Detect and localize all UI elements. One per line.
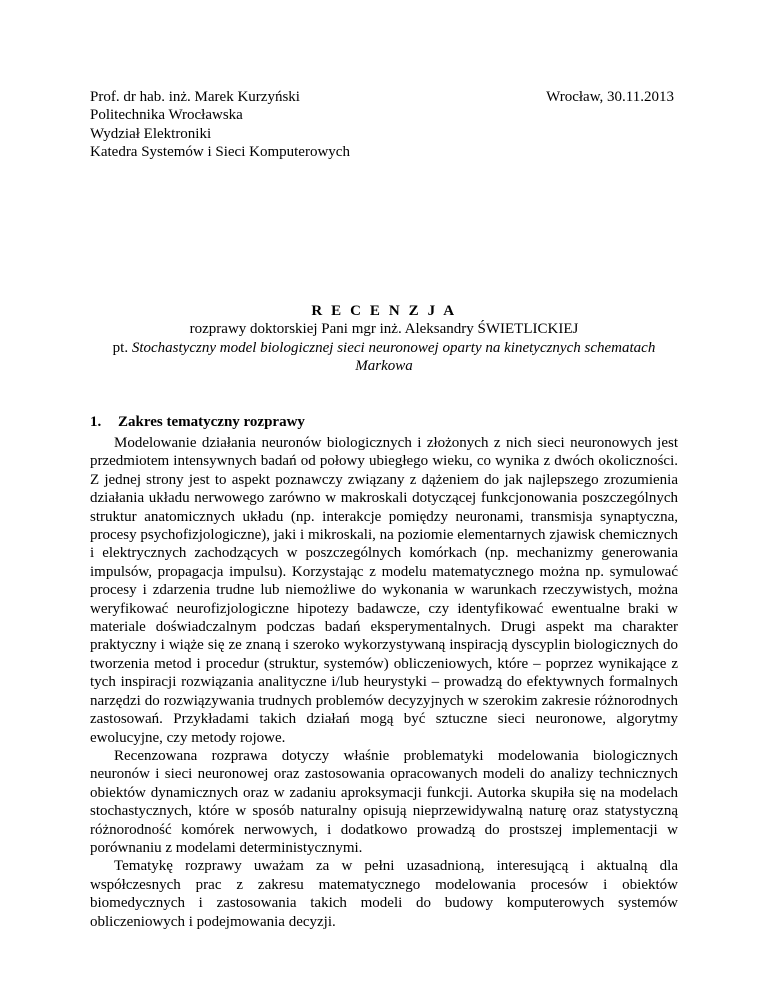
paragraph: Recenzowana rozprawa dotyczy właśnie problematyki modelowania biologicznych neuronów i sieci neuronowej oraz zastosowania opracowanych modeli do analizy technicznych obiektów dynamicznych oraz w zadaniu aproksymacji funkcji. Autorka skupiła się na modelach stochastycznych, które w sposób naturalny opisują nieprzewidywalną naturę oraz statystyczną różnorodność komórek nerwowych, i dodatkowo prowadzą do prostszej implementacji w porównaniu z modelami deterministycznymi.: [90, 747, 678, 856]
paragraph: Modelowanie działania neuronów biologicznych i złożonych z nich sieci neuronowych jest przedmiotem intensywnych badań od połowy ubiegłego wieku, co wynika z dwóch okoliczności. Z jednej strony jest to aspekt poznawczy związany z dążeniem do jak najlepszego zrozumienia działania układu nerwowego zarówno w makroskali dotyczącej funkcjonowania poszczególnych struktur anatomicznych układu (np. interakcje pomiędzy neuronami, transmisja synaptyczna, procesy psychofizjologiczne), jaki i mikroskali, na poziomie elementarnych zjawisk chemicznych i elektrycznych zachodzących w poszczególnych komórkach (np. mechanizmy generowania impulsów, propagacja impulsu). Korzystając z modelu matematycznego można np. symulować procesy i zdarzenia trudne lub niemożliwe do wykonania w warunkach rzeczywistych, można weryfikować neurofizjologiczne hipotezy badawcze, czy identyfikować ewentualne braki w materiale doświadczalnym podczas badań eksperymentalnych. Drugi aspekt ma charakter praktyczny i wiąże się ze znaną i szeroko wykorzystywaną inspiracją dyscyplin biologicznych do tworzenia metod i procedur (struktur, systemów) obliczeniowych, które – poprzez wynikające z tych inspiracji rozwiązania analityczne i/lub heurystyki – prowadzą do efektywnych formalnych narzędzi do rozwiązywania trudnych problemów decyzyjnych w szerokim zakresie różnorodnych zastosowań. Przykładami takich działań mogą być sztuczne sieci neuronowe, algorytmy ewolucyjne, czy metody rojowe.: [90, 435, 678, 746]
sender-department: Katedra Systemów i Sieci Komputerowych: [90, 144, 350, 161]
sender-block: [90, 88, 450, 162]
document-heading: R E C E N Z J A: [311, 303, 457, 319]
sender-university: Politechnika Wrocławska: [90, 107, 243, 124]
section-heading: [90, 413, 305, 431]
dissertation-title: Stochastyczny model biologicznej sieci neuronowej oparty na kinetycznych schematach Markowa: [131, 339, 656, 375]
section-number: 1.: [90, 414, 102, 430]
dissertation-title-line: [90, 339, 678, 376]
paragraph: Tematykę rozprawy uważam za w pełni uzasadnioną, interesującą i aktualną dla współczesnych prac z zakresu matematycznego modelowania procesów i obiektów biomedycznych i zastosowania takich modeli do budowy komputerowych systemów obliczeniowych i podejmowania decyzji.: [90, 858, 678, 930]
section-title: Zakres tematyczny rozprawy: [118, 414, 305, 430]
sender-name: Prof. dr hab. inż. Marek Kurzyński: [90, 89, 300, 105]
dissertation-title-prefix: pt.: [112, 339, 132, 356]
place-date: Wrocław, 30.11.2013: [546, 89, 674, 105]
title-block: [90, 302, 678, 376]
sender-faculty: Wydział Elektroniki: [90, 125, 212, 142]
document-subtitle: rozprawy doktorskiej Pani mgr inż. Aleksandry ŚWIETLICKIEJ: [189, 321, 579, 338]
body-text: [90, 434, 678, 931]
